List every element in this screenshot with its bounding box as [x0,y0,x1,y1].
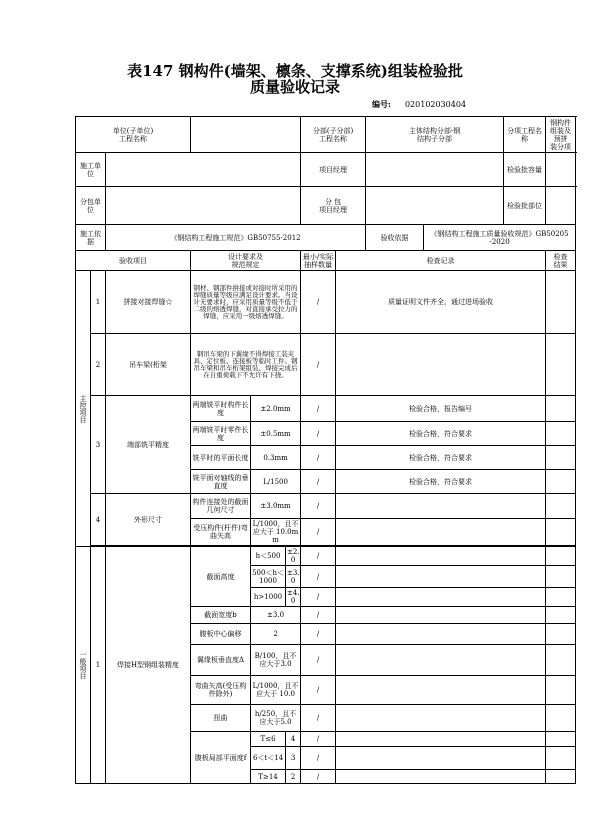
col-min-sample: 最小/实际 抽样数量 [301,251,336,271]
bend-tolerance: L/1000，且不应大于 10.0 [251,676,301,705]
f2-result[interactable] [546,747,576,770]
h2-condition: 500＜h＜1000 [251,566,286,588]
inspection-form-table [75,116,576,784]
twist-label: 扭曲 [191,705,251,732]
h1-min: / [301,547,336,566]
main-item-4-no: 4 [91,494,106,546]
main-item-3-sub-tolerance: L/1500 [251,470,301,494]
basis-value: 《钢结构工程施工规范》GB50755-2012 [106,225,366,251]
twist-record[interactable] [336,705,546,732]
section-height-label: 截面高度 [191,547,251,607]
main-item-3-sub-record: 检验合格，符合要求 [336,446,546,470]
batch-part-label: 检验批部位 [504,187,546,225]
general-h1-row [76,547,576,566]
h1-tolerance: ±2.0 [287,548,300,564]
item-value: 钢构件组装及预拼 装分项 [546,117,576,153]
flatness-label: 腹板局部平面度f [191,732,251,784]
sub-pm-label: 分 包 项目经理 [301,187,366,225]
contractor-label: 施工单位 [76,153,106,187]
main-item-3-sub-result[interactable] [546,396,576,422]
bend-result[interactable] [546,676,576,705]
main-item-1-no: 1 [91,271,106,334]
header-row-subcontractor [76,187,576,225]
form-number-label: 编号: [372,99,391,109]
f1-min: / [301,732,336,747]
main-item-3-no: 3 [91,396,106,494]
flange-label: 翼缘板垂直度Δ [191,645,251,676]
main-item-3-sub-name: 两端铣平时零件长度 [191,422,251,446]
main-item-3-sub-name: 两端铣平时构件长度 [191,396,251,422]
web-offset-label: 腹板中心偏移 [191,624,251,645]
flange-tolerance: B/100，且不应大于3.0 [251,645,301,676]
main-item-3-row-1 [76,396,576,422]
accept-basis-value: 《钢结构工程施工质量验收规范》GB50205 -2020 [424,225,576,251]
main-item-2-requirement: 钢吊车梁的下翼缘不得焊接工装夹具、定位板、连接板等临时工件。钢吊车梁和吊车桁架组装、焊接完成后在自重荷载下不允许有下挠。 [191,334,301,396]
column-header-row [76,251,576,271]
f3-condition: T≥14 [251,770,286,784]
main-item-3-sub-record: 检验合格，报告编号 [336,396,546,422]
general-item-1-name: 焊接H型钢组装精度 [106,547,191,784]
main-item-2-no: 2 [91,334,106,396]
main-control-group-label: 主控项目 [76,271,91,547]
main-item-4-sub-result[interactable] [546,519,576,546]
bend-label: 弯曲矢高(受压构件除外) [191,676,251,705]
width-record[interactable] [336,607,546,624]
web-offset-tolerance: 2 [251,624,301,645]
col-requirement: 设计要求及 规范规定 [191,251,301,271]
h2-tolerance: ±3.0 [286,566,301,588]
main-item-3-sub-result[interactable] [546,446,576,470]
main-item-4-sub-record[interactable] [336,494,546,519]
main-item-2-name: 吊车梁(桁架 [106,334,191,396]
f1-tolerance: 4 [286,732,301,747]
contractor-value[interactable] [106,153,301,187]
main-item-3-sub-record: 检验合格，符合要求 [336,470,546,494]
h3-min: / [301,588,336,607]
f2-min: / [301,747,336,770]
web-offset-result[interactable] [546,624,576,645]
batch-size-value[interactable] [546,153,576,187]
subpart-label: 分部(子分部) 工程名称 [301,117,366,153]
main-item-4-sub-name: 受压构件(杆件)弯曲矢高 [191,519,251,546]
main-item-4-name: 外形尺寸 [106,494,191,546]
batch-size-label: 检验批容量 [504,153,546,187]
main-item-4-row-1 [76,494,576,519]
f3-tolerance: 2 [286,770,301,784]
item-label: 分项工程名称 [504,117,546,153]
width-label: 截面宽度b [191,607,251,624]
col-item: 验收项目 [76,251,191,271]
main-item-1-name: 拼接对接焊缝☆ [106,271,191,334]
web-offset-record[interactable] [336,624,546,645]
main-item-4-sub-record[interactable] [336,519,546,546]
main-item-4-sub-min: / [301,519,336,546]
f2-tolerance: 3 [286,747,301,770]
main-item-3-sub-min: / [301,396,336,422]
main-item-4-sub-min: / [301,494,336,519]
sub-label: 分包单位 [76,187,106,225]
unit-value[interactable] [191,117,301,153]
pm-label: 项目经理 [301,153,366,187]
f2-condition: 6＜t＜14 [251,747,286,770]
main-item-1-result[interactable] [546,271,576,334]
h1-result[interactable] [546,547,576,566]
f3-min: / [301,770,336,784]
h3-condition: h>1000 [251,588,286,607]
f3-result[interactable] [546,770,576,784]
main-item-1-min: / [301,271,336,334]
width-tolerance: ±3.0 [251,607,301,624]
sub-pm-value[interactable] [366,187,504,225]
twist-min: / [301,705,336,732]
h3-result[interactable] [546,588,576,607]
subpart-value: 主体结构分部-钢 结构子分部 [366,117,504,153]
accept-basis-label: 验收依据 [366,225,424,251]
f1-result[interactable] [546,732,576,747]
general-group-label: 一般项目 [76,547,91,784]
main-item-3-sub-name: 铣平面对轴线的垂直度 [191,470,251,494]
col-record: 检查记录 [336,251,546,271]
web-offset-min: / [301,624,336,645]
basis-label: 施工依据 [76,225,106,251]
form-number [372,99,466,110]
main-item-3-sub-min: / [301,422,336,446]
h3-record[interactable] [336,588,546,607]
main-item-3-sub-name: 铣平时的平面长度 [191,446,251,470]
header-row-unit [76,117,576,153]
main-item-2-row [76,334,576,396]
form-number-value: 020102030404 [404,100,467,109]
form-title-line-2: 质量验收记录 [249,78,340,96]
flange-result[interactable] [546,645,576,676]
main-item-1-requirement: 钢材、钢部件拼接或对接时所采用的焊缝质量等级应满足设计要求。当设计无要求时，应采用质量等级不低于二级的熔透焊缝，对直接承受拉力的焊缝，应采用一级熔透焊缝。 [191,271,301,334]
main-item-4-sub-tolerance: ±3.0mm [251,494,301,519]
twist-tolerance: h/250，且不应大于5.0 [251,705,301,732]
main-item-3-name: 端部铣平精度 [106,396,191,494]
header-row-contractor [76,153,576,187]
unit-label: 单位(子单位) 工程名称 [76,117,191,153]
main-item-2-record[interactable] [336,334,546,396]
f1-condition: T≤6 [251,732,286,747]
h1-record[interactable] [336,547,546,566]
bend-record[interactable] [336,676,546,705]
sub-value[interactable] [106,187,301,225]
pm-value[interactable] [366,153,504,187]
main-item-3-sub-min: / [301,446,336,470]
main-item-1-row [76,271,576,334]
main-item-3-sub-tolerance: 0.3mm [251,446,301,470]
flange-record[interactable] [336,645,546,676]
f1-record[interactable] [336,732,546,747]
h3-tolerance: ±4.0 [287,589,300,605]
main-item-2-result[interactable] [546,334,576,396]
main-item-3-sub-record: 检验合格，符合要求 [336,422,546,446]
width-result[interactable] [546,607,576,624]
h1-condition: h＜500 [251,547,286,566]
header-row-basis [76,225,576,251]
main-item-1-record: 质量证明文件齐全，通过进场验收 [336,271,546,334]
main-item-4-sub-result[interactable] [546,494,576,519]
bend-min: / [301,676,336,705]
main-item-3-sub-result[interactable] [546,422,576,446]
general-item-1-no: 1 [91,547,106,784]
h2-min: / [301,566,336,588]
twist-result[interactable] [546,705,576,732]
main-item-2-min: / [301,334,336,396]
width-min: / [301,607,336,624]
flange-min: / [301,645,336,676]
main-item-3-sub-result[interactable] [546,470,576,494]
main-item-3-sub-tolerance: ±2.0mm [251,396,301,422]
batch-part-value[interactable] [546,187,576,225]
f3-record[interactable] [336,770,546,784]
h2-result[interactable] [546,566,576,588]
f2-record[interactable] [336,747,546,770]
main-item-4-sub-name: 构件连接处的截面几何尺寸 [191,494,251,519]
main-item-3-sub-min: / [301,470,336,494]
h2-record[interactable] [336,566,546,588]
main-item-4-sub-tolerance: L/1000，且不应大于 10.0mm [251,519,301,546]
main-item-3-sub-tolerance: ±0.5mm [251,422,301,446]
form-title-line-1: 表147 钢构件(墙架、檩条、支撑系统)组装检验批 [127,62,463,80]
col-result: 检查 结果 [546,251,576,271]
